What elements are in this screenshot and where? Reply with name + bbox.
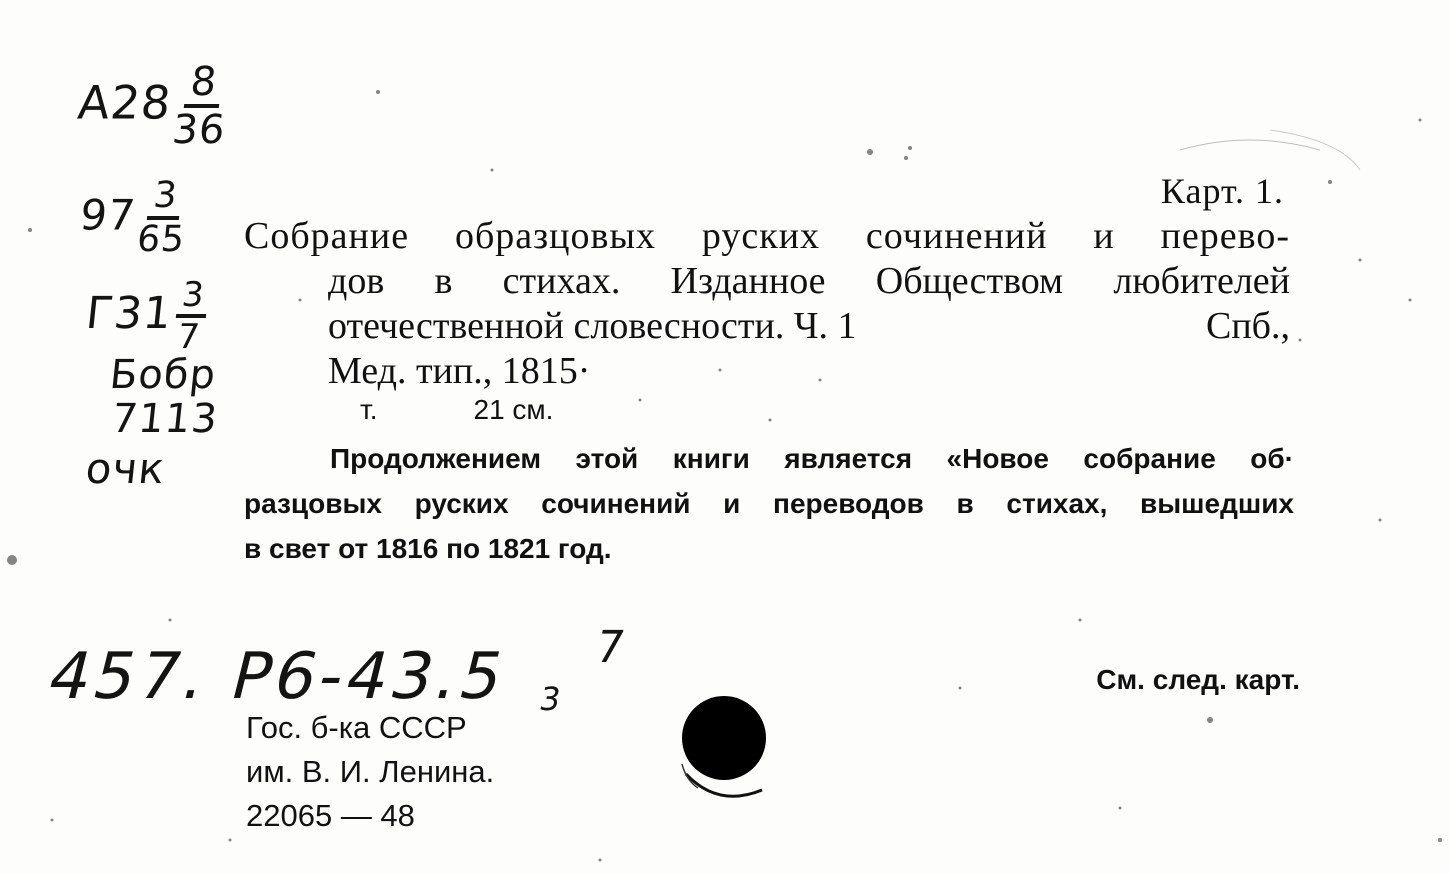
shelf-mark-g31-denominator: 7 <box>175 317 203 357</box>
size-value: 21 см. <box>473 394 554 425</box>
shelf-mark-97 <box>76 175 192 260</box>
shelf-mark-g31-fraction <box>172 275 211 357</box>
imprint-line-2: им. В. И. Ленина. <box>246 754 495 789</box>
handwritten-classification-subscript: 3 <box>536 680 565 718</box>
shelf-mark-g31 <box>82 275 210 357</box>
shelf-mark-a28-denominator: 36 <box>170 107 228 153</box>
handwritten-classification: 457. Р6-43.5 <box>40 640 515 714</box>
entry-line-3-right: Спб., <box>1205 305 1290 347</box>
shelf-mark-97-denominator: 65 <box>135 219 188 260</box>
shelf-mark-a28-numerator: 8 <box>184 62 223 108</box>
physical-description <box>360 394 553 426</box>
entry-line-4: Мед. тип., 1815· <box>328 350 591 392</box>
shelf-mark-97-base: 97 <box>77 190 139 240</box>
card-number: Карт. 1. <box>1160 171 1284 211</box>
shelf-mark-ochk: очк <box>83 444 168 493</box>
shelf-mark-7113: 7113 <box>109 396 221 442</box>
handwritten-classification-superscript: 7 <box>591 622 630 673</box>
see-next-card: См. след. карт. <box>1096 664 1300 695</box>
shelf-mark-a28-fraction <box>170 59 232 153</box>
shelf-mark-97-fraction <box>135 175 191 260</box>
bibliographic-entry <box>244 214 1290 394</box>
note-line-2: разцовых руских сочинений и переводов в стихах, вышедших <box>244 488 1294 519</box>
entry-line-2: дов в стихах. Изданное Обществом любителей <box>328 260 1290 302</box>
shelf-mark-a28 <box>73 59 232 153</box>
shelf-mark-g31-numerator: 3 <box>176 278 211 318</box>
punch-hole <box>682 696 766 780</box>
shelf-mark-bobr: Бобр <box>107 352 219 398</box>
note-line-1: Продолжением этой книги является «Новое собрание об· <box>330 443 1294 474</box>
imprint-line-1: Гос. б-ка СССР <box>246 710 467 745</box>
continuation-note <box>244 436 1294 571</box>
note-line-3: в свет от 1816 по 1821 год. <box>244 533 612 564</box>
shelf-mark-g31-base: Г31 <box>83 288 175 339</box>
library-imprint <box>246 706 494 838</box>
entry-line-3 <box>328 304 1290 349</box>
shelf-mark-97-numerator: 3 <box>147 178 183 220</box>
imprint-line-3: 22065 — 48 <box>246 798 415 833</box>
entry-line-1: Собрание образцовых руских сочинений и перево- <box>244 215 1290 257</box>
size-prefix: т. <box>360 394 378 425</box>
entry-line-3-left: отечественной словесности. Ч. 1 <box>328 305 857 347</box>
shelf-mark-a28-base: A28 <box>75 75 175 130</box>
